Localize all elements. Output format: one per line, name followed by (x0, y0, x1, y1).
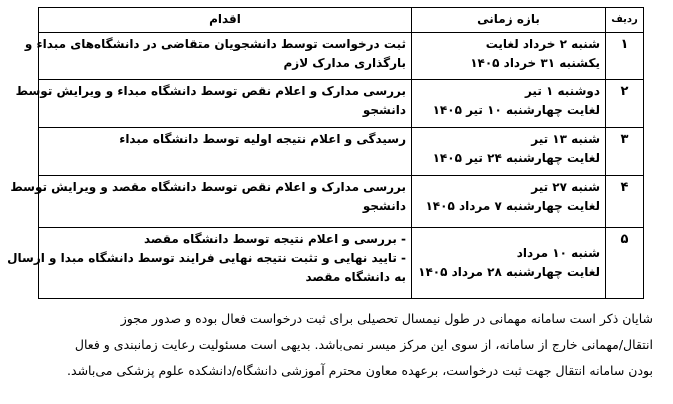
action-line: دانشجو (362, 103, 406, 117)
time-line: لغایت چهارشنبه ۱۰ تیر ۱۴۰۵ (432, 103, 600, 117)
header-row-number: ردیف (606, 8, 644, 33)
action-line: رسیدگی و اعلام نتیجه اولیه توسط دانشگاه مبداء (119, 132, 406, 146)
table-row (39, 80, 644, 128)
paragraph-line: شایان ذکر است سامانه مهمانی در طول نیمسال تحصیلی برای ثبت درخواست فعال بوده و صدور مجوز (120, 311, 653, 326)
table-row (39, 228, 644, 299)
time-range-cell (412, 176, 606, 228)
action-line: ثبت درخواست توسط دانشجویان متقاضی در دانشگاه‌های مبداء و (24, 37, 406, 51)
time-range-cell (412, 228, 606, 299)
action-cell (7, 228, 412, 299)
action-line: - تایید نهایی و تثبت نتیجه نهایی فرایند توسط دانشگاه مبدا و ارسال (7, 251, 406, 265)
table-row (39, 176, 644, 228)
table-row (39, 33, 644, 80)
action-line: بررسی مدارک و اعلام نقص توسط دانشگاه مقصد و ویرایش توسط (10, 180, 406, 194)
time-line: لغایت چهارشنبه ۷ مرداد ۱۴۰۵ (425, 199, 600, 213)
header-action: اقدام (39, 8, 412, 33)
time-line: لغایت چهارشنبه ۲۸ مرداد ۱۴۰۵ (418, 265, 600, 279)
note-paragraph (18, 306, 653, 384)
action-cell (15, 80, 412, 128)
action-line: - بررسی و اعلام نتیجه توسط دانشگاه مقصد (143, 232, 406, 246)
time-line: شنبه ۱۳ تیر (531, 132, 600, 146)
time-line: دوشنبه ۱ تیر (524, 84, 600, 98)
row-number: ۴ (606, 176, 644, 228)
action-line: بارگذاری مدارک لازم (283, 56, 406, 70)
time-range-cell (412, 128, 606, 176)
action-line: به دانشگاه مقصد (305, 270, 406, 284)
action-line: بررسی مدارک و اعلام نقص توسط دانشگاه مبداء و ویرایش توسط (15, 84, 406, 98)
time-line: یکشنبه ۳۱ خرداد ۱۴۰۵ (470, 56, 600, 70)
time-range-cell (412, 80, 606, 128)
paragraph-line: بودن سامانه انتقال جهت ثبت درخواست، برعهده معاون محترم آموزشی دانشگاه/دانشکده علوم پزشکی می‌باشد. (67, 363, 653, 378)
action-cell (39, 128, 412, 176)
paragraph-line: انتقال/مهمانی خارج از سامانه، از سوی این مرکز میسر نمی‌باشد. بدیهی است مسئولیت رعایت زمانبندی و فعال (74, 337, 653, 352)
time-range-cell (412, 33, 606, 80)
action-cell (24, 33, 412, 80)
row-number: ۱ (606, 33, 644, 80)
table-row (39, 128, 644, 176)
time-line: شنبه ۲ خرداد لغایت (485, 37, 600, 51)
time-line: شنبه ۱۰ مرداد (516, 246, 600, 260)
time-line: لغایت چهارشنبه ۲۴ تیر ۱۴۰۵ (432, 151, 600, 165)
time-line: شنبه ۲۷ تیر (531, 180, 600, 194)
row-number: ۲ (606, 80, 644, 128)
header-time-range: بازه زمانی (412, 8, 606, 33)
schedule-table (7, 7, 644, 299)
table-header-row (39, 8, 644, 33)
action-line: دانشجو (362, 199, 406, 213)
row-number: ۵ (606, 228, 644, 299)
action-cell (10, 176, 412, 228)
row-number: ۳ (606, 128, 644, 176)
